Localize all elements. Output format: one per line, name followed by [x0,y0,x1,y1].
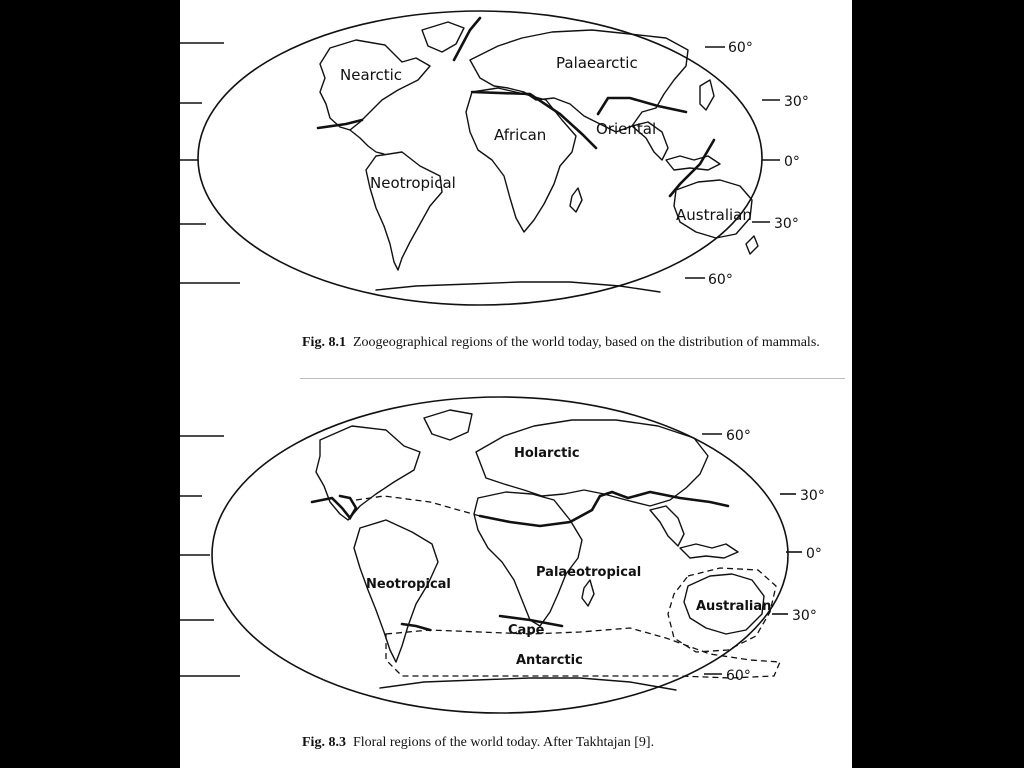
divider [300,378,845,379]
holarctic-palaeotropical-boundary [480,492,728,526]
europe-asia-coast [470,30,688,132]
greenland-coast [424,410,472,440]
latitude-label: 60° [726,428,751,444]
europe-asia-coast [476,420,708,506]
zoogeographical-map [180,11,809,305]
antarctica-coast [380,678,676,690]
region-label-palaearctic: Palaearctic [556,54,638,72]
latitude-label: 30° [784,94,809,110]
map-frame [212,397,788,713]
figure-label: Fig. 8.1 [302,335,346,350]
figure-8-1-caption [302,334,822,351]
region-label-oriental: Oriental [596,120,657,138]
neotropical-antarctic-boundary [402,624,430,630]
scanned-page [180,0,852,768]
southeast-asia-coast [650,506,684,546]
holarctic-neotropical-dashed-boundary [356,496,480,516]
region-label-antarctic: Antarctic [516,653,583,668]
region-label-neotropical: Neotropical [366,577,451,592]
latitude-label: 0° [784,154,800,170]
madagascar-coast [582,580,594,606]
floral-map [180,397,825,713]
region-label-australian: Australian [696,599,772,614]
region-label-nearctic: Nearctic [340,66,403,84]
central-america-coast [350,130,384,154]
latitude-label: 0° [806,546,822,562]
caption-text: Floral regions of the world today. After Takhtajan [9]. [352,735,655,750]
madagascar-coast [570,188,582,212]
south-america-coast [366,152,442,270]
figure-label: Fig. 8.3 [302,735,346,750]
africa-coast [466,88,576,232]
region-label-holarctic: Holarctic [514,446,580,461]
japan-coast [700,80,714,110]
maps-figure [180,0,852,768]
figure-8-3-caption [302,734,822,751]
north-america-coast [316,426,420,520]
latitude-label: 30° [800,488,825,504]
region-label-cape: Cape [508,623,545,638]
caption-text: Zoogeographical regions of the world today, based on the distribution of mammals. [352,335,820,350]
africa-coast [474,492,582,626]
latitude-label: 30° [792,608,817,624]
region-label-palaeotropical: Palaeotropical [536,565,642,580]
antarctic-dashed-boundary [386,628,780,678]
latitude-label: 60° [726,668,751,684]
region-label-neotropical: Neotropical [370,174,456,192]
region-label-african: African [494,126,547,144]
indonesia-coast [680,544,738,558]
greenland-coast [422,22,464,52]
latitude-label: 60° [708,272,733,288]
region-label-australian: Australian [676,206,752,224]
indonesia-coast [666,156,720,170]
latitude-label: 30° [774,216,799,232]
new-zealand-coast [746,236,758,254]
north-america-coast [320,40,430,130]
latitude-label: 60° [728,40,753,56]
